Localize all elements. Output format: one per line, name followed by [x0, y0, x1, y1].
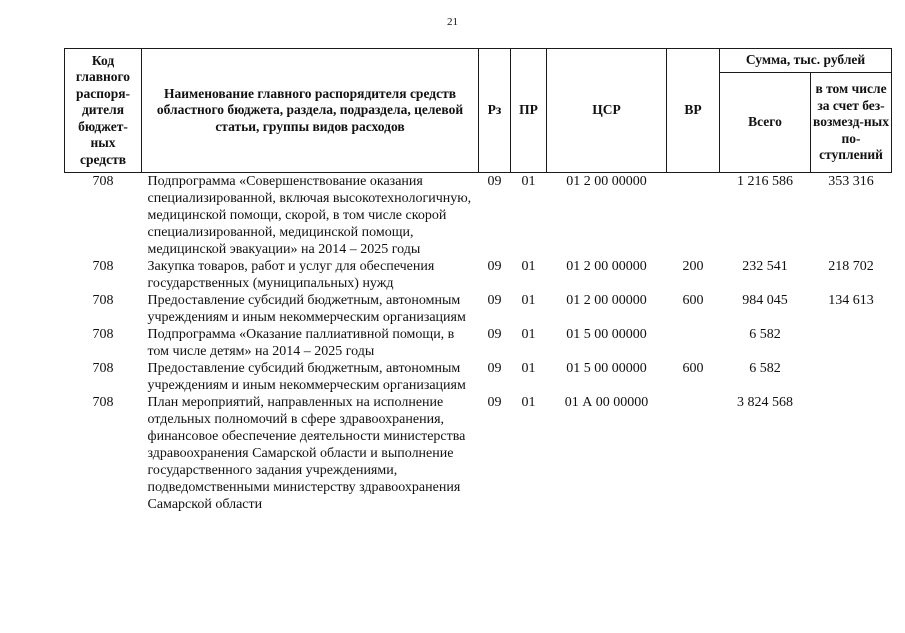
cell-pr: 01	[521, 327, 536, 342]
header-total: Всего	[720, 73, 811, 173]
cell-grants	[811, 394, 892, 513]
table-row	[65, 326, 892, 360]
cell-rz: 09	[487, 293, 502, 308]
cell-csr: 01 2 00 00000	[566, 259, 647, 274]
cell-rz: 09	[487, 395, 502, 410]
cell-name: Предоставление субсидий бюджетным, автономным учреждениям и иным некоммерческим организациям	[147, 293, 466, 325]
cell-vr: 600	[682, 293, 704, 308]
cell-code: 708	[92, 361, 114, 376]
cell-total: 6 582	[749, 361, 781, 376]
cell-vr	[667, 173, 720, 259]
table-row	[65, 258, 892, 292]
table-body	[65, 173, 892, 514]
cell-name: Подпрограмма «Совершенствование оказания специализированной, включая высокотехнологичную, медицинской помощи, скорой, в том числе скорой специализированной, медицинской помощи, медицинской эвакуации» на 2014 – 2025 годы	[147, 174, 472, 257]
header-name: Наименование главного распорядителя средств областного бюджета, раздела, подраздела, целевой статьи, группы видов расходов	[142, 49, 479, 173]
cell-rz: 09	[487, 361, 502, 376]
cell-code: 708	[92, 259, 114, 274]
cell-vr: 600	[682, 361, 704, 376]
header-grants: в том числе за счет без-возмезд-ных по-ступлений	[811, 73, 892, 173]
cell-pr: 01	[521, 361, 536, 376]
cell-pr: 01	[521, 259, 536, 274]
cell-csr: 01 А 00 00000	[564, 395, 649, 410]
cell-grants: 218 702	[828, 259, 874, 274]
cell-code: 708	[92, 174, 114, 189]
table-row	[65, 394, 892, 513]
cell-pr: 01	[521, 174, 536, 189]
cell-grants	[811, 326, 892, 360]
cell-name: Подпрограмма «Оказание паллиативной помощи, в том числе детям» на 2014 – 2025 годы	[147, 327, 455, 359]
table-header	[65, 49, 892, 173]
cell-total: 3 824 568	[737, 395, 793, 410]
cell-grants: 353 316	[828, 174, 874, 189]
cell-name: План мероприятий, направленных на исполнение отдельных полномочий в сфере здравоохранения, финансовое обеспечение деятельности министерства здравоохранения Самарской области и выполнение государственного задания учреждениями, подведомственными министерству здравоохранения Самарской области	[147, 395, 466, 512]
cell-csr: 01 2 00 00000	[566, 293, 647, 308]
cell-total: 6 582	[749, 327, 781, 342]
cell-total: 984 045	[742, 293, 788, 308]
cell-total: 232 541	[742, 259, 788, 274]
header-rz: Рз	[479, 49, 511, 173]
header-sum-group: Сумма, тыс. рублей	[720, 49, 892, 73]
cell-total: 1 216 586	[737, 174, 793, 189]
cell-grants: 134 613	[828, 293, 874, 308]
cell-rz: 09	[487, 327, 502, 342]
header-vr: ВР	[667, 49, 720, 173]
cell-name: Предоставление субсидий бюджетным, автономным учреждениям и иным некоммерческим организациям	[147, 361, 466, 393]
cell-rz: 09	[487, 174, 502, 189]
cell-csr: 01 5 00 00000	[566, 361, 647, 376]
cell-grants	[811, 360, 892, 394]
header-csr: ЦСР	[547, 49, 667, 173]
cell-vr	[667, 394, 720, 513]
cell-code: 708	[92, 293, 114, 308]
cell-code: 708	[92, 395, 114, 410]
header-pr: ПР	[511, 49, 547, 173]
cell-csr: 01 2 00 00000	[566, 174, 647, 189]
cell-csr: 01 5 00 00000	[566, 327, 647, 342]
table-row	[65, 292, 892, 326]
cell-vr: 200	[682, 259, 704, 274]
page-number: 21	[447, 16, 458, 28]
header-code: Код главного распоря-дителя бюджет-ных средств	[65, 49, 142, 173]
cell-vr	[667, 326, 720, 360]
cell-pr: 01	[521, 293, 536, 308]
cell-code: 708	[92, 327, 114, 342]
table-row	[65, 360, 892, 394]
cell-name: Закупка товаров, работ и услуг для обеспечения государственных (муниципальных) нужд	[147, 259, 435, 291]
cell-pr: 01	[521, 395, 536, 410]
cell-rz: 09	[487, 259, 502, 274]
budget-table	[64, 48, 892, 513]
table-row	[65, 173, 892, 259]
